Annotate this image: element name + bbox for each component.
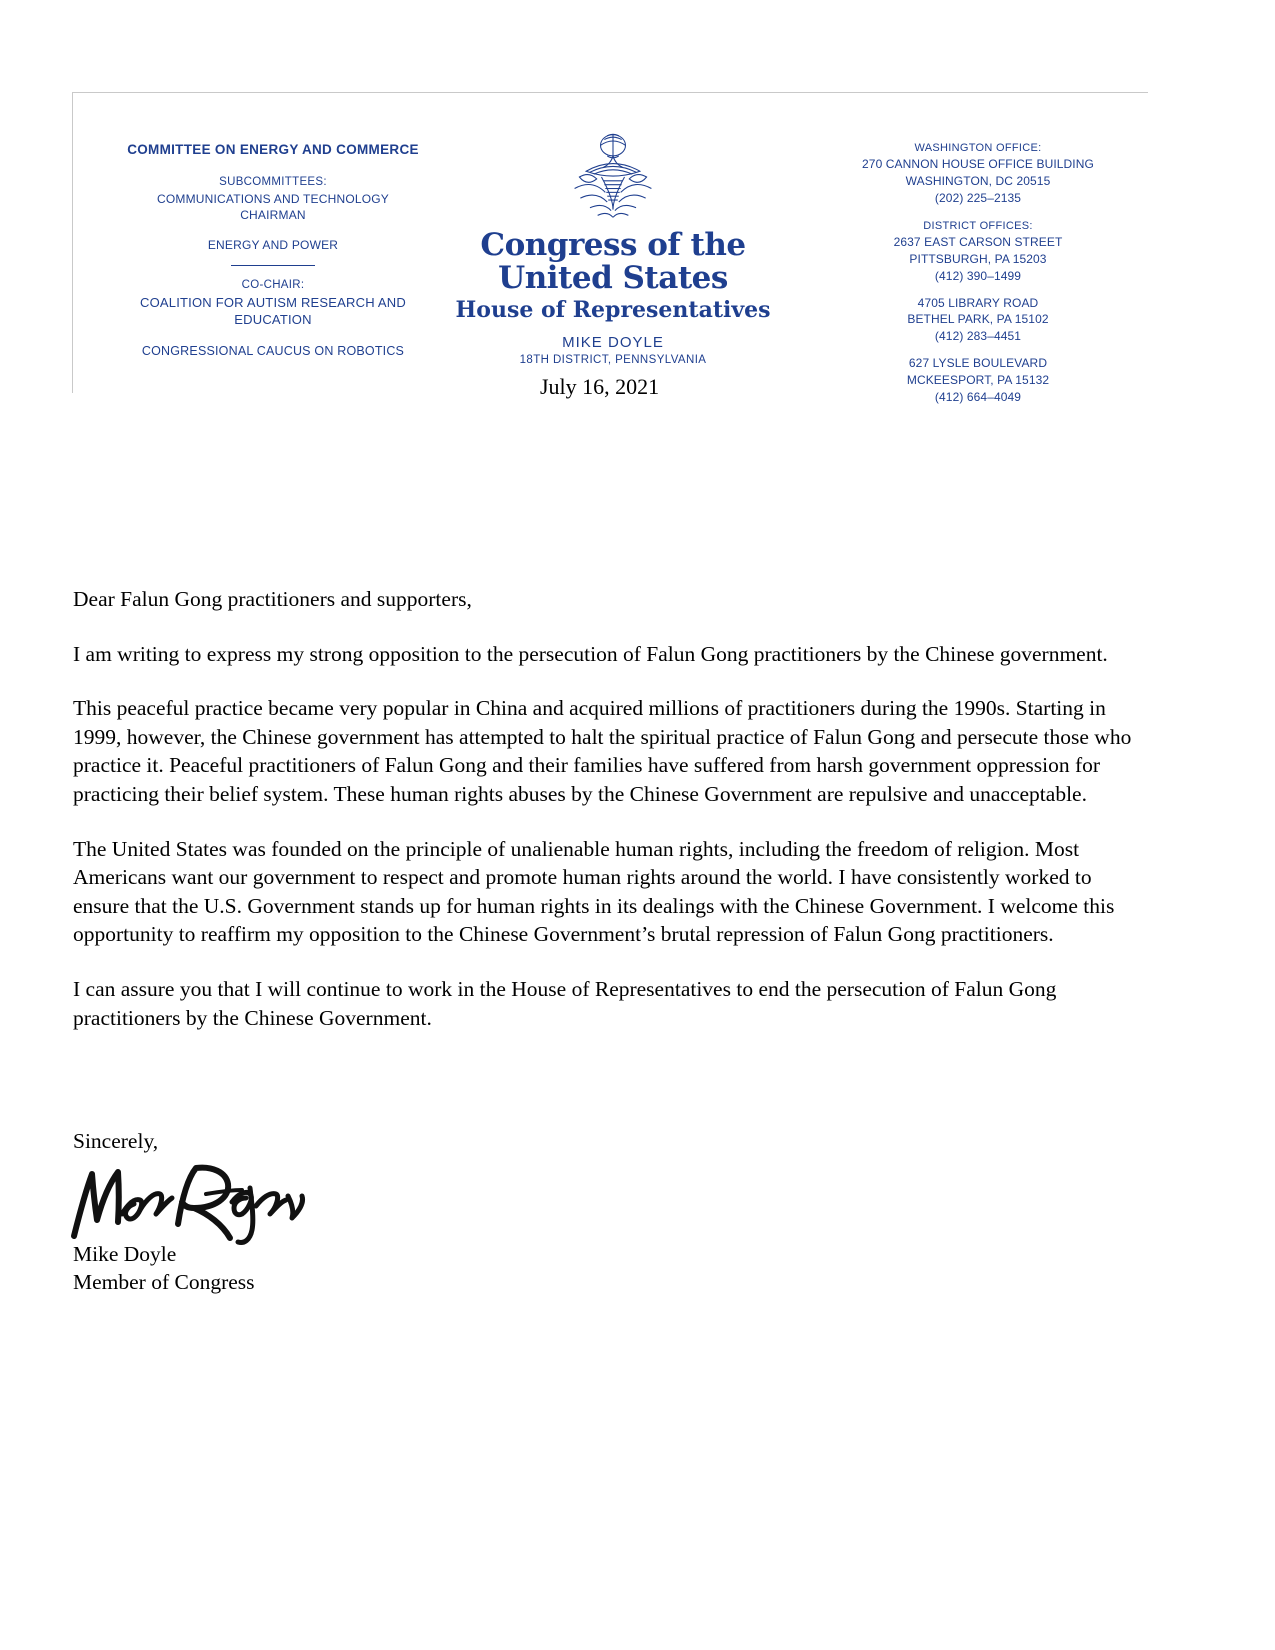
district-office-2-address-line-1: 4705 LIBRARY ROAD xyxy=(917,295,1039,310)
washington-office-label: WASHINGTON OFFICE: xyxy=(914,142,1042,154)
letterhead xyxy=(72,92,1148,404)
subcommittee-chairman-role: CHAIRMAN xyxy=(240,207,306,222)
letter-paragraph-2: This peaceful practice became very popular in China and acquired millions of practitioners during the 1990s. Starting in 1999, however, the Chinese government has attempted to halt the spiritual practice of Falun Gong and persecute those who practice it. Peaceful practitioners of Falun Gong and their families have suffered from harsh government oppression for practicing their belief system. These human rights abuses by the Chinese Government are repulsive and unacceptable. xyxy=(73,696,1132,806)
signer-title: Member of Congress xyxy=(73,1270,255,1294)
caucus-membership: CONGRESSIONAL CAUCUS ON ROBOTICS xyxy=(141,343,405,358)
letter-paragraph-1: I am writing to express my strong opposition to the persecution of Falun Gong practitioners by the Chinese government. xyxy=(73,641,1108,666)
us-house-seal-icon xyxy=(565,129,661,225)
cochair-organization: COALITION FOR AUTISM RESEARCH AND EDUCATION xyxy=(140,294,406,328)
district-office-1-address-line-2: PITTSBURGH, PA 15203 xyxy=(909,251,1047,266)
letter-body xyxy=(73,585,1138,1058)
letter-paragraph-3: The United States was founded on the principle of unalienable human rights, including the freedom of religion. Most Americans want our government to respect and promote human rights around the world. I have consistently worked to ensure that the U.S. Government stands up for human rights in its dealings with the Chinese Government. I welcome this opportunity to reaffirm my opposition to the Chinese Government’s brutal repression of Falun Gong practitioners. xyxy=(73,836,1115,947)
district-office-1-phone: (412) 390–1499 xyxy=(934,268,1022,283)
subcommittee-energy-power: ENERGY AND POWER xyxy=(207,238,339,253)
washington-office-phone: (202) 225–2135 xyxy=(934,190,1022,205)
district-office-1-address-line-1: 2637 EAST CARSON STREET xyxy=(893,235,1063,250)
cochair-label: CO-CHAIR: xyxy=(241,279,305,292)
letterhead-center-column xyxy=(433,129,793,366)
member-district: 18TH DISTRICT, PENNSYLVANIA xyxy=(519,354,707,367)
district-office-1-block xyxy=(833,234,1123,284)
letterhead-divider xyxy=(231,265,315,266)
subcommittees-label: SUBCOMMITTEES: xyxy=(219,176,327,189)
handwritten-signature-icon xyxy=(66,1158,306,1248)
letter-signature-block xyxy=(73,1240,255,1296)
district-office-3-address-line-2: MCKEESPORT, PA 15132 xyxy=(906,372,1050,387)
district-office-3-address-line-1: 627 LYSLE BOULEVARD xyxy=(908,355,1048,370)
district-office-2-address-line-2: BETHEL PARK, PA 15102 xyxy=(907,312,1049,327)
letter-paragraph-4: I can assure you that I will continue to work in the House of Representatives to end the persecution of Falun Gong practitioners by the Chinese Government. xyxy=(73,976,1057,1030)
congress-title: Congress of the United States xyxy=(480,227,746,296)
washington-office-address-line-1: 270 CANNON HOUSE OFFICE BUILDING xyxy=(862,157,1094,172)
committee-assignment: COMMITTEE ON ENERGY AND COMMERCE xyxy=(127,142,419,157)
signer-name: Mike Doyle xyxy=(73,1242,177,1266)
district-office-3-phone: (412) 664–4049 xyxy=(934,389,1022,404)
district-office-2-block xyxy=(833,295,1123,345)
subcommittee-communications-technology: COMMUNICATIONS AND TECHNOLOGY xyxy=(156,191,390,206)
letter-closing: Sincerely, xyxy=(73,1129,159,1153)
district-offices-label: DISTRICT OFFICES: xyxy=(923,219,1033,232)
letter-salutation: Dear Falun Gong practitioners and supporters, xyxy=(73,587,472,611)
chamber-title: House of Representatives xyxy=(455,297,771,324)
letterhead-right-column xyxy=(833,141,1123,415)
washington-office-address-line-2: WASHINGTON, DC 20515 xyxy=(905,174,1051,189)
district-office-2-phone: (412) 283–4451 xyxy=(934,329,1022,344)
washington-office-block xyxy=(833,141,1123,207)
letterhead-left-column xyxy=(113,141,433,360)
member-name: MIKE DOYLE xyxy=(562,334,664,352)
district-office-3-block xyxy=(833,355,1123,405)
letter-date: July 16, 2021 xyxy=(540,374,660,399)
